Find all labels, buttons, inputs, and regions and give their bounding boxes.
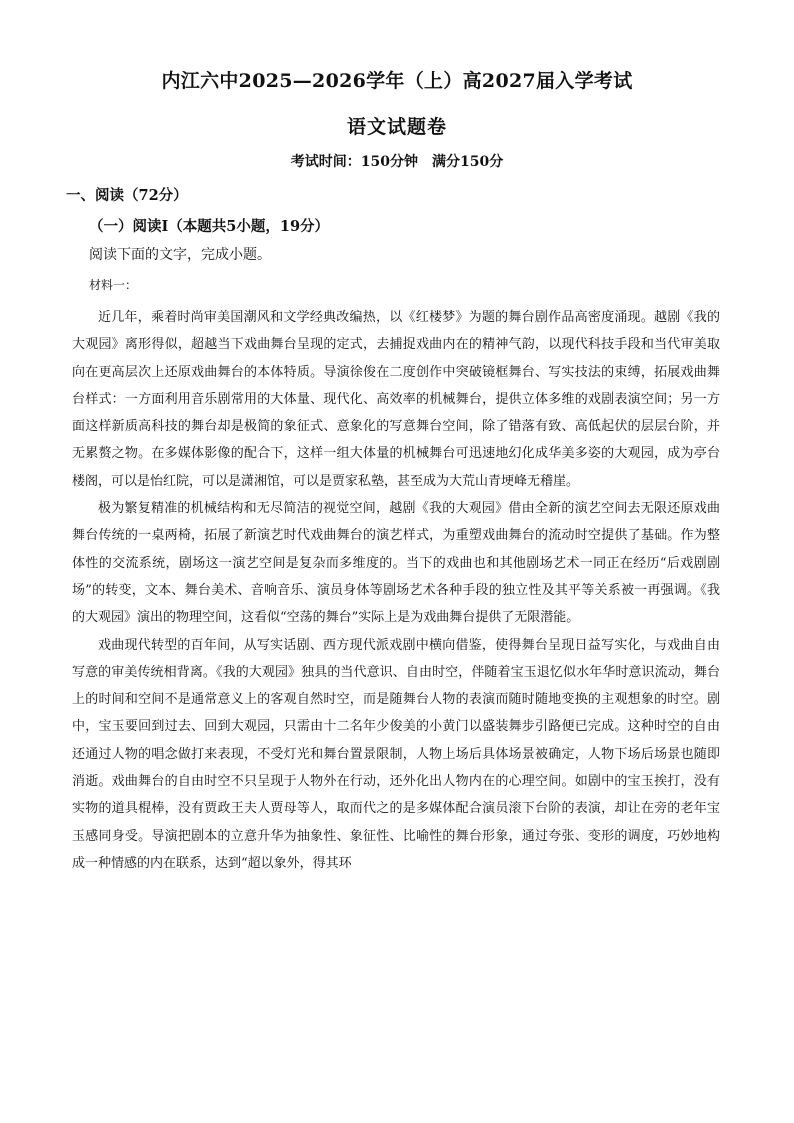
material-label: 材料一： <box>89 278 138 292</box>
section-heading: 一、阅读（72分） <box>66 187 188 204</box>
reading-instruction: 阅读下面的文字，完成小题。 <box>89 247 271 263</box>
passage-paragraph: 近几年，乘着时尚审美国潮风和文学经典改编热，以《红楼梦》为题的舞台剧作品高密度涌现。越剧《我的大观园》离形得似，超越当下戏曲舞台呈现的定式，去捕捉戏曲内在的精神气韵，以现代科技手段和当代审美取向在更高层次上还原戏曲舞台的本体特质。导演徐俊在二度创作中突破镜框舞台、写实技法的束缚，拓展戏曲舞台样式：一方面利用音乐剧常用的大体量、现代化、高效率的机械舞台，提供立体多维的戏剧表演空间；另一方面这样新质高科技的舞台却是极简的象征式、意象化的写意舞台空间，除了错落有致、高低起伏的层层台阶，并无累赘之物。在多媒体影像的配合下，这样一组大体量的机械舞台可迅速地幻化成华美多姿的大观园，成为亭台楼阁，可以是怡红院，可以是潇湘馆，可以是贾家私塾，甚至成为大荒山青埂峰无稽崖。 <box>72 310 720 489</box>
passage-body <box>72 304 720 877</box>
passage-paragraph: 极为繁复精准的机械结构和无尽简洁的视觉空间，越剧《我的大观园》借由全新的演艺空间去无限还原戏曲舞台传统的一桌两椅，拓展了新演艺时代戏曲舞台的演艺样式，为重塑戏曲舞台的流动时空提供了基础。作为整体性的交流系统，剧场这一演艺空间是复杂而多维度的。当下的戏曲也和其他剧场艺术一同正在经历“后戏剧剧场”的转变，文本、舞台美术、音响音乐、演员身体等剧场艺术各种手段的独立性及其平等关系被一再强调。《我的大观园》演出的物理空间，这看似“空荡的舞台”实际上是为戏曲舞台提供了无限潜能。 <box>72 501 720 626</box>
exam-time-and-score: 考试时间：150分钟 满分150分 <box>290 154 504 170</box>
passage-paragraph: 戏曲现代转型的百年间，从写实话剧、西方现代派戏剧中横向借鉴，使得舞台呈现日益写实化，与戏曲自由写意的审美传统相背离。《我的大观园》独具的当代意识、自由时空，伴随着宝玉退忆似水年华时意识流动，舞台上的时间和空间不是通常意义上的客观自然时空，而是随舞台人物的表演而随时随地变换的主观想象的时空。剧中，宝玉要回到过去、回到大观园，只需由十二名年少俊美的小黄门以盛装舞步引路便已完成。这种时空的自由还通过人物的唱念做打来表现，不受灯光和舞台置景限制，人物上场后具体场景被确定，人物下场后场景也随即消逝。戏曲舞台的自由时空不只呈现于人物外在行动，还外化出人物内在的心理空间。如剧中的宝玉挨打，没有实物的道具棍棒，没有贾政王夫人贾母等人，取而代之的是多媒体配合演员滚下台阶的表演，却让在旁的老年宝玉感同身受。导演把剧本的立意升华为抽象性、象征性、比喻性的舞台形象，通过夸张、变形的调度，巧妙地构成一种情感的内在联系，达到“超以象外，得其环 <box>72 637 720 871</box>
subsection-heading: （一）阅读Ⅰ（本题共5小题，19分） <box>89 218 330 235</box>
exam-title: 内江六中2025—2026学年（上）高2027届入学考试 <box>161 70 633 92</box>
paper-subtitle: 语文试题卷 <box>346 116 447 138</box>
